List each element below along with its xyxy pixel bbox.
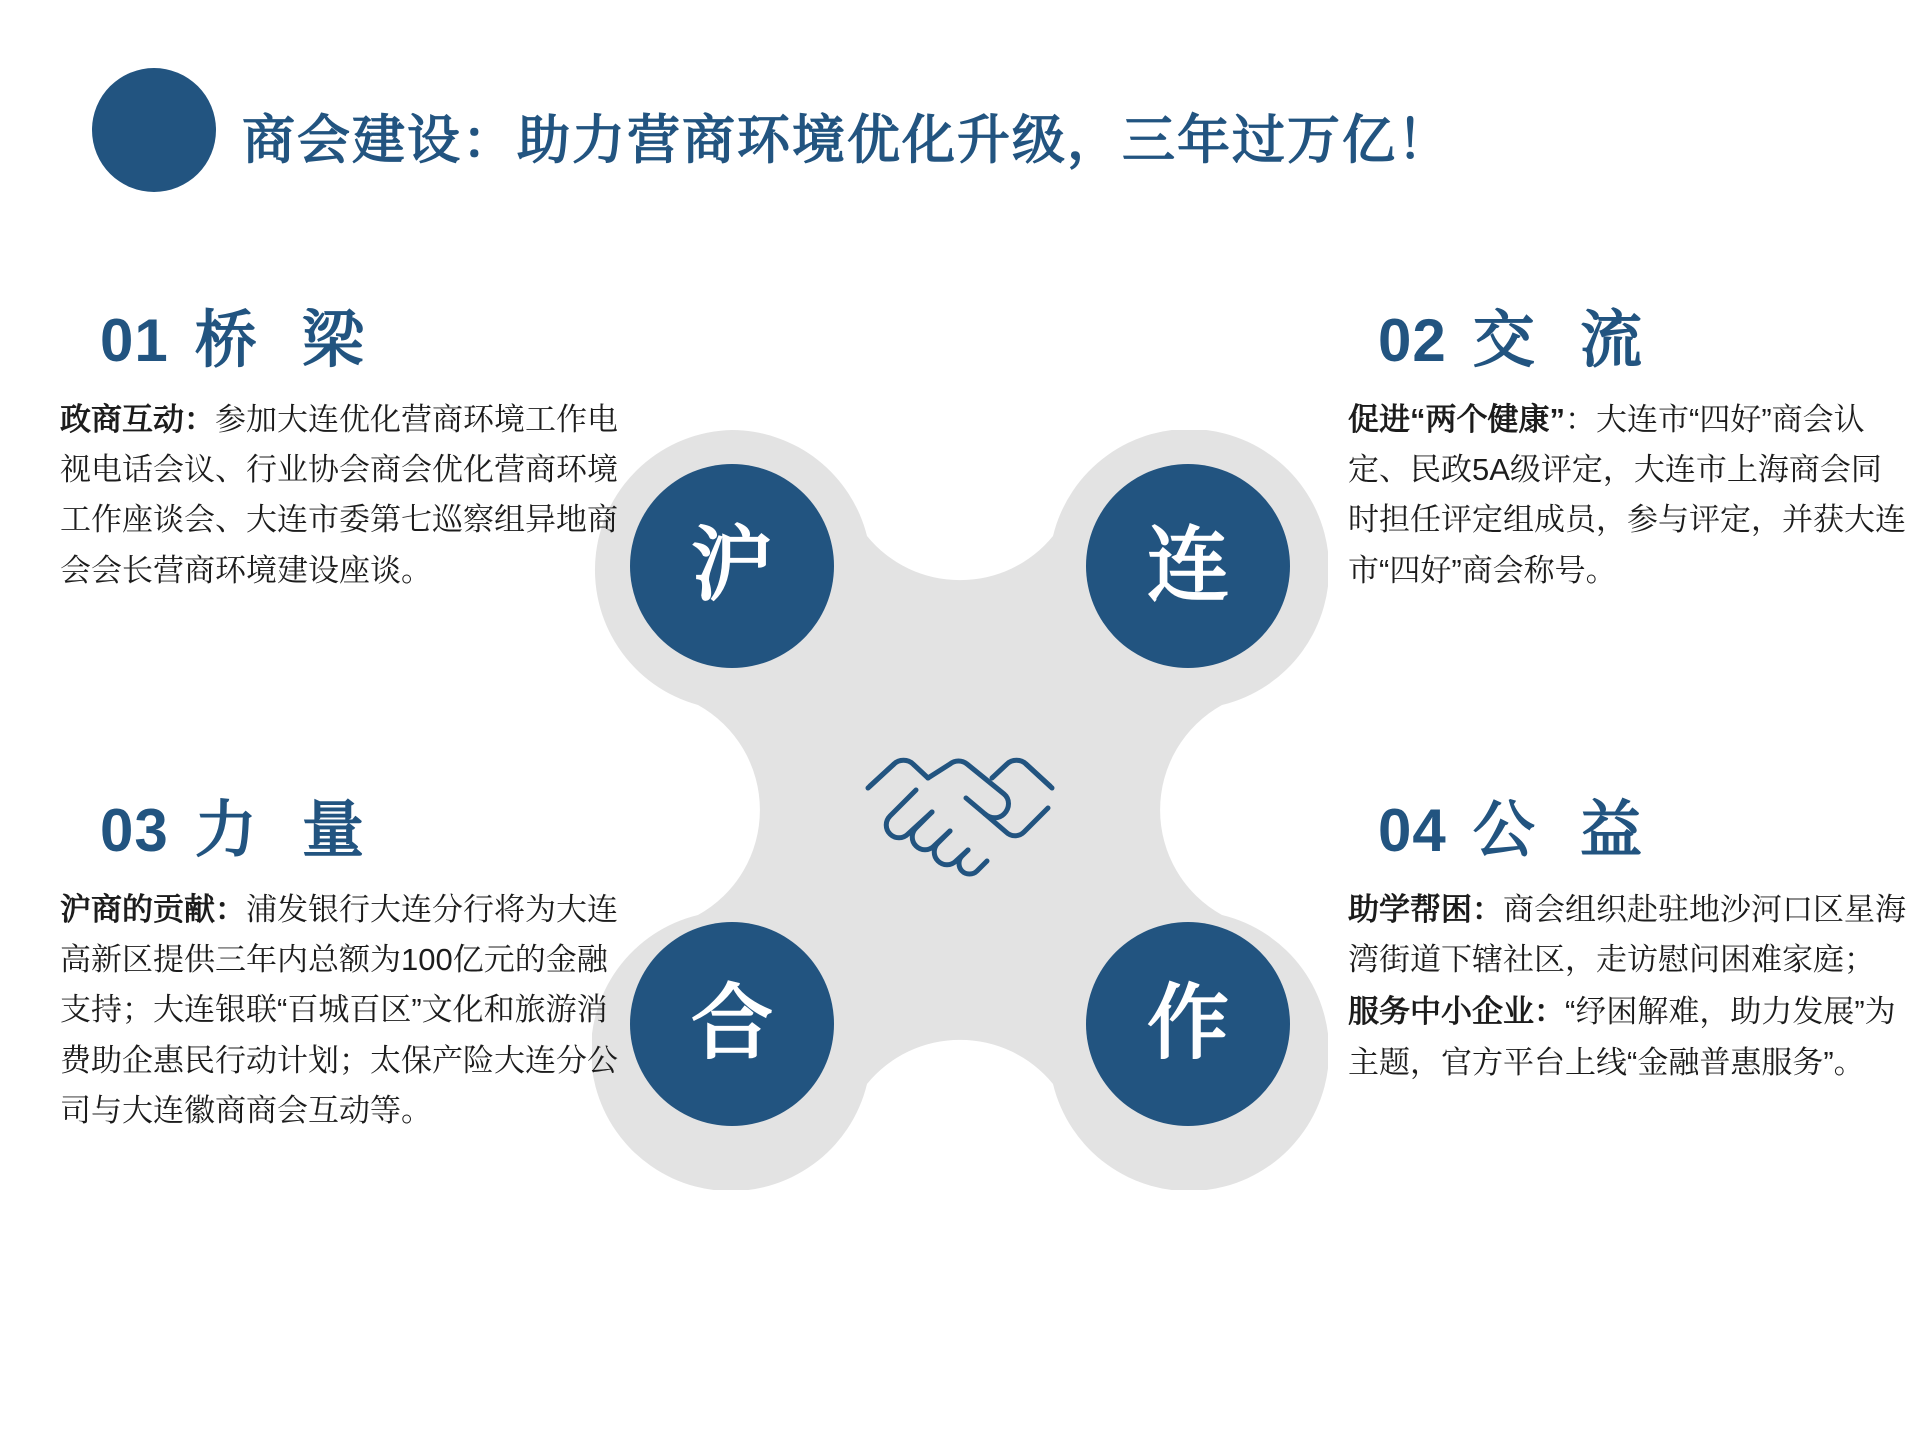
header — [0, 0, 1920, 230]
quadrant-03-text: 浦发银行大连分行将为大连高新区提供三年内总额为100亿元的金融支持；大连银联“百城百区”文化和旅游消费助企惠民行动计划；太保产险大连分公司与大连徽商商会互动等。 — [60, 892, 618, 1128]
quadrant-02-number: 02 — [1378, 307, 1447, 374]
quadrant-02-word: 交 流 — [1472, 306, 1656, 375]
quadrant-03-body — [60, 885, 620, 1136]
node-he[interactable] — [630, 922, 834, 1126]
quadrant-04-word: 公 益 — [1472, 796, 1656, 865]
quadrant-01-number: 01 — [100, 307, 169, 374]
quadrant-02-lead: 促进“两个健康” — [1348, 402, 1565, 437]
quadrant-03-number: 03 — [100, 797, 169, 864]
node-he-label: 合 — [690, 978, 773, 1069]
quadrant-03-lead: 沪商的贡献： — [60, 892, 246, 927]
quadrant-03 — [60, 780, 620, 1138]
center-diagram — [592, 430, 1328, 1190]
node-lian[interactable] — [1086, 464, 1290, 668]
quadrant-03-paragraph — [60, 885, 620, 1136]
quadrant-01-lead: 政商互动： — [60, 402, 215, 437]
quadrant-02-paragraph — [1348, 395, 1908, 596]
quadrant-02-body — [1348, 395, 1908, 596]
quadrant-04-lead-2: 服务中小企业： — [1348, 994, 1565, 1030]
quadrant-04-text-2: “纾困解难，助力发展”为主题，官方平台上线“金融普惠服务”。 — [1348, 994, 1896, 1080]
page-title: 商会建设：助力营商环境优化升级，三年过万亿！ — [242, 111, 1452, 170]
quadrant-03-word: 力 量 — [194, 796, 378, 865]
node-lian-label: 连 — [1146, 520, 1229, 611]
quadrant-02 — [1348, 290, 1908, 598]
quadrant-03-heading — [60, 780, 620, 869]
quadrant-01-body — [60, 395, 620, 596]
quadrant-01-text: 参加大连优化营商环境工作电视电话会议、行业协会商会优化营商环境工作座谈会、大连市委第七巡察组异地商会会长营商环境建设座谈。 — [60, 402, 618, 588]
quadrant-04-lead-1: 助学帮困： — [1348, 892, 1503, 927]
node-zuo[interactable] — [1086, 922, 1290, 1126]
quadrant-04-heading — [1348, 780, 1908, 869]
node-hu-label: 沪 — [690, 520, 773, 611]
quadrant-01-word: 桥 梁 — [194, 306, 378, 375]
quadrant-02-heading — [1348, 290, 1908, 379]
quadrant-04-body — [1348, 885, 1908, 1088]
quadrant-01-heading — [60, 290, 620, 379]
quadrant-04 — [1348, 780, 1908, 1090]
node-zuo-label: 作 — [1146, 978, 1229, 1069]
header-bullet-dot — [92, 68, 216, 192]
quadrant-02-text: ：大连市“四好”商会认定、民政5A级评定，大连市上海商会同时担任评定组成员，参与评定，并获大连市“四好”商会称号。 — [1348, 402, 1906, 588]
quadrant-04-paragraph-1 — [1348, 885, 1908, 985]
node-hu[interactable] — [630, 464, 834, 668]
quadrant-04-paragraph-2 — [1348, 987, 1908, 1087]
quadrant-04-text-1: 商会组织赴驻地沙河口区星海湾街道下辖社区，走访慰问困难家庭； — [1348, 892, 1906, 978]
quadrant-01 — [60, 290, 620, 598]
quadrant-01-paragraph — [60, 395, 620, 596]
handshake-icon — [854, 730, 1066, 890]
quadrant-04-number: 04 — [1378, 797, 1447, 864]
